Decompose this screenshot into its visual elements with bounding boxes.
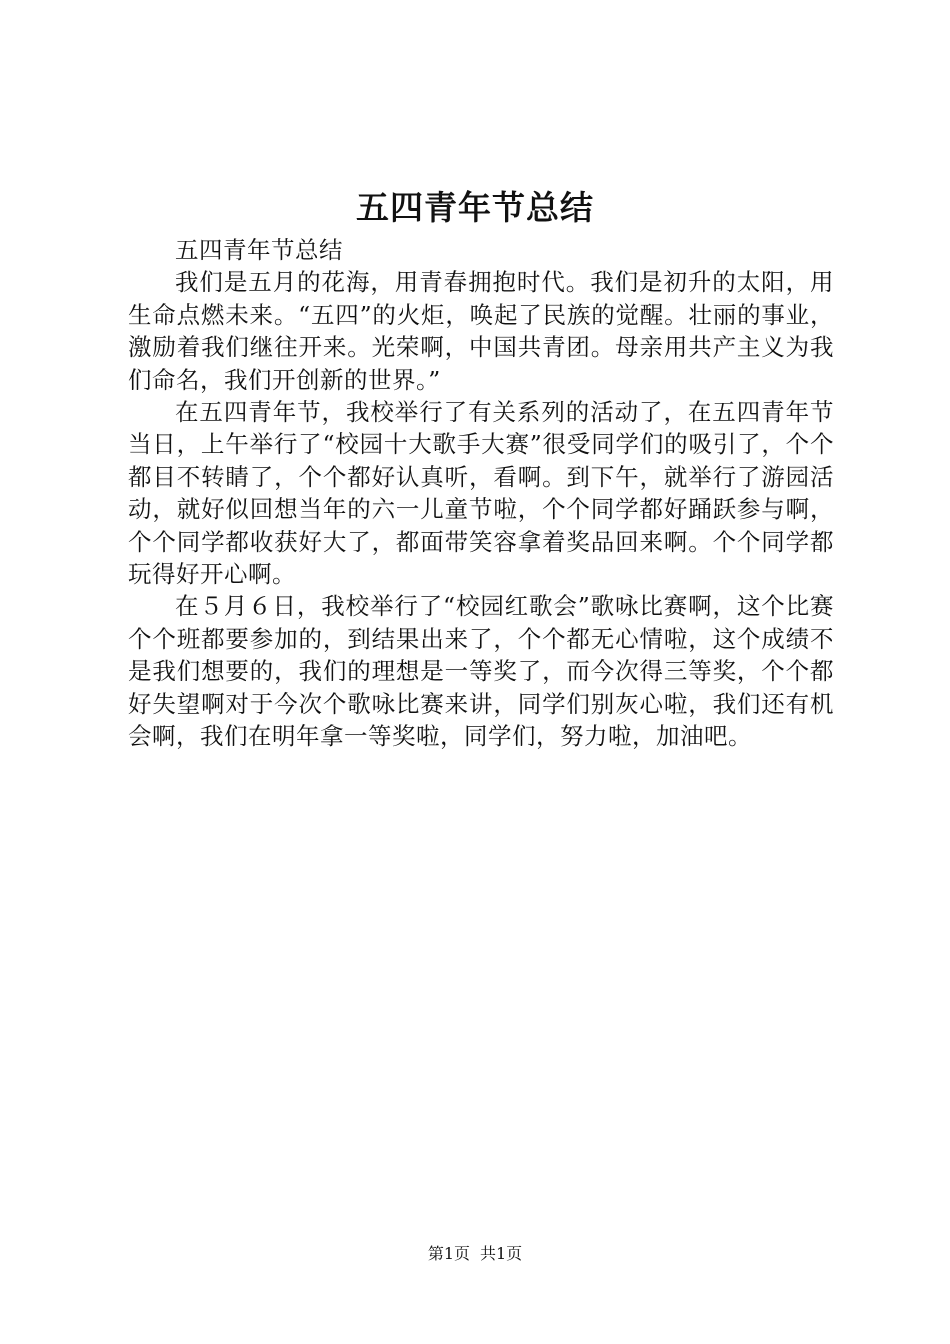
document-body	[128, 234, 834, 753]
body-paragraph: 我们是五月的花海，用青春拥抱时代。我们是初升的太阳，用生命点燃未来。“五四”的火炬，唤起了民族的觉醒。壮丽的事业，激励着我们继往开来。光荣啊，中国共青团。母亲用共产主义为我们命名，我们开创新的世界。”	[128, 268, 834, 394]
document-title: 五四青年节总结	[356, 188, 594, 227]
body-paragraph: 在五四青年节，我校举行了有关系列的活动了，在五四青年节当日，上午举行了“校园十大歌手大赛”很受同学们的吸引了，个个都目不转睛了，个个都好认真听，看啊。到下午，就举行了游园活动，就好似回想当年的六一儿童节啦，个个同学都好踊跃参与啊，个个同学都收获好大了，都面带笑容拿着奖品回来啊。个个同学都玩得好开心啊。	[128, 398, 834, 589]
subtitle-paragraph: 五四青年节总结	[175, 236, 343, 264]
page-footer	[0, 1243, 950, 1265]
page-number-current: 第1页	[427, 1244, 470, 1263]
body-paragraph: 在５月６日，我校举行了“校园红歌会”歌咏比赛啊，这个比赛个个班都要参加的，到结果出来了，个个都无心情啦，这个成绩不是我们想要的，我们的理想是一等奖了，而今次得三等奖，个个都好失望啊对于今次个歌咏比赛来讲，同学们别灰心啦，我们还有机会啊，我们在明年拿一等奖啦，同学们，努力啦，加油吧。	[128, 592, 834, 751]
page-number-total: 共1页	[480, 1244, 523, 1263]
